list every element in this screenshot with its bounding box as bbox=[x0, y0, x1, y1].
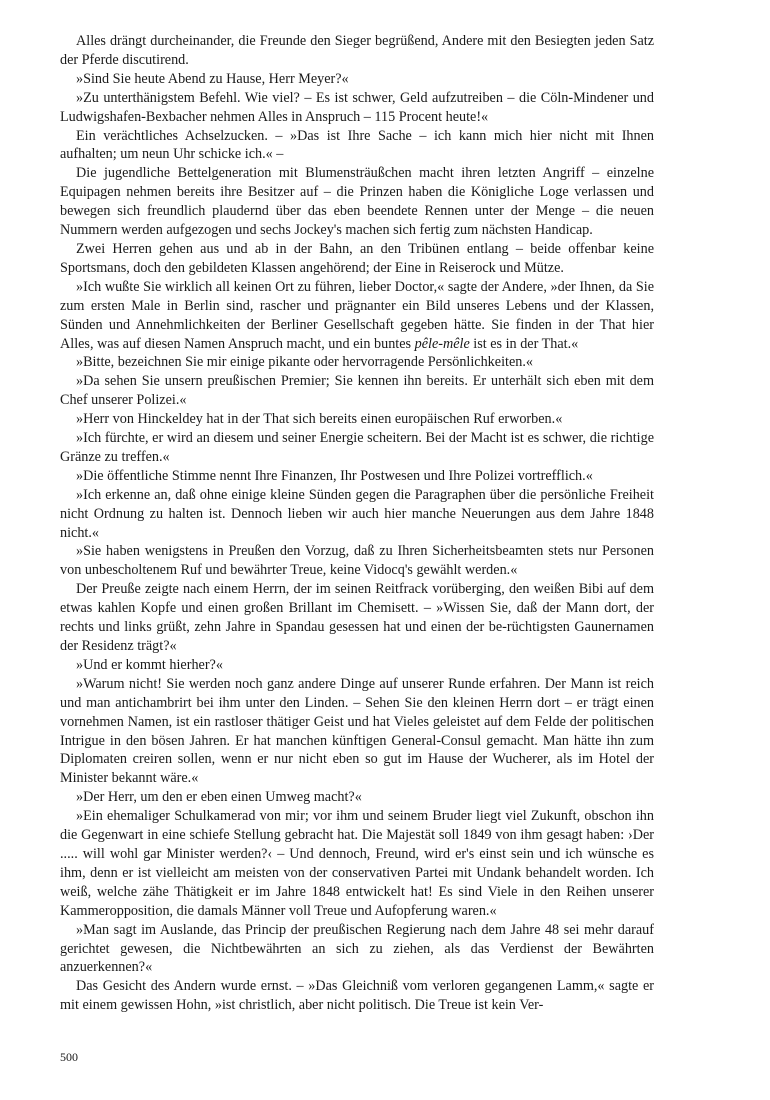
paragraph: »Sind Sie heute Abend zu Hause, Herr Meyer?« bbox=[76, 70, 349, 87]
paragraph-text: »Ich wußte Sie wirklich all keinen Ort zu führen, lieber Doctor,« sagte der Andere, »der Ihnen, da Sie zum ersten Male in Berlin sind, rascher und prägnanter ein Bild unseres Lebens und der Klassen, Sünden und Annehmlichkeiten der Berliner Gesellschaft gegeben hätte. Sie finden in der That hier Alles, was auf diesen Namen Anspruch macht, und ein buntes bbox=[60, 278, 654, 352]
paragraph-with-italic bbox=[60, 278, 654, 354]
paragraph: »Bitte, bezeichnen Sie mir einige pikante oder hervorragende Persönlichkeiten.« bbox=[76, 354, 533, 371]
paragraph: Das Gesicht des Andern wurde ernst. – »Das Gleichniß vom verloren gegangenen Lamm,« sagte er mit einem gewissen Hohn, »ist christlich, aber nicht politisch. Die Treue ist kein Ver- bbox=[60, 978, 654, 1014]
paragraph-text-end: ist es in der That.« bbox=[469, 335, 579, 352]
paragraph: »Ich fürchte, er wird an diesem und seiner Energie scheitern. Bei der Macht ist es schwer, die richtige Gränze zu treffen.« bbox=[60, 430, 654, 465]
paragraph: Ein verächtliches Achselzucken. – »Das ist Ihre Sache – ich kann mich hier nicht mit Ihnen aufhalten; um neun Uhr schicke ich.« – bbox=[60, 127, 654, 163]
paragraph: »Warum nicht! Sie werden noch ganz andere Dinge auf unserer Runde erfahren. Der Mann ist reich und man antichambrirt bei ihm unter den Linden. – Sehen Sie den kleinen Herrn dort – er trägt einen vornehmen Namen, ist ein rastloser thätiger Geist und hat Vieles geleistet auf dem Felde der politischen Intrigue in den bösen Jahren. Er hat manchen künftigen General-Consul gemacht. Man hätte ihn zum Diplomaten creiren sollen, wenn er nur nicht eben so gut im Hause der Wucherer, als im Hotel der Minister bekannt wäre.« bbox=[60, 675, 654, 787]
paragraph: »Der Herr, um den er eben einen Umweg macht?« bbox=[76, 789, 362, 806]
paragraph: »Herr von Hinckeldey hat in der That sich bereits einen europäischen Ruf erworben.« bbox=[76, 411, 563, 428]
paragraph: »Zu unterthänigstem Befehl. Wie viel? – Es ist schwer, Geld aufzutreiben – die Cöln-Mindener und Ludwigshafen-Bexbacher nehmen Alles in Anspruch – 115 Procent heute!« bbox=[60, 89, 654, 125]
paragraph: »Sie haben wenigstens in Preußen den Vorzug, daß zu Ihren Sicherheitsbeamten stets nur Personen von unbescholtenem Ruf und bewährter Treue, keine Vidocq's gewählt werden.« bbox=[60, 543, 654, 579]
paragraph: Zwei Herren gehen aus und ab in der Bahn, an den Tribünen entlang – beide offenbar keine Sportsmans, doch den gebildeten Klassen angehörend; der Eine in Reiserock und Mütze. bbox=[60, 240, 654, 276]
italic-phrase: pêle-mêle bbox=[414, 335, 470, 352]
paragraph: Die jugendliche Bettelgeneration mit Blumensträußchen macht ihren letzten Angriff – einzelne Equipagen nehmen bereits ihre Besitzer auf – die Prinzen haben die Königliche Loge verlassen und bewegen sich freundlich plaudernd über das eben beendete Rennen unter der Menge – die neuen Nummern werden aufgezogen und sechs Jockey's machen sich fertig zum nächsten Handicap. bbox=[60, 165, 654, 239]
paragraph: »Man sagt im Auslande, das Princip der preußischen Regierung nach dem Jahre 48 sei mehr darauf gerichtet gewesen, die Nichtbewährten an sich zu ziehen, als das Verdienst der Bewährten anzuerkennen?« bbox=[60, 921, 654, 976]
paragraph: »Ein ehemaliger Schulkamerad von mir; vor ihm und seinem Bruder liegt viel Zukunft, obschon ihn die Gegenwart in eine schiefe Stellung gebracht hat. Die Majestät soll 1849 von ihm gesagt haben: ›Der ..... will wohl gar Minister werden?‹ – Und dennoch, Freund, wird er's einst sein und ich wünsche es ihm, denn er ist vielleicht am meisten von der conservativen Partei mit Undank behandelt worden. Ich weiß, welche zähe Thätigkeit er im Jahre 1848 entwickelt hat! Es sind Viele in den Reihen unserer Kammeropposition, die damals Männer voll Treue und Aufopferung waren.« bbox=[60, 808, 654, 919]
paragraph: Der Preuße zeigte nach einem Herrn, der im seinen Reitfrack vorüberging, den weißen Bibi auf dem etwas kahlen Kopfe und einen großen Brillant im Chemisett. – »Wissen Sie, daß der Mann dort, der rechts und links grüßt, zehn Jahre in Spandau gesessen hat und einen der be-rüchtigsten Gaunernamen der Residenz trägt?« bbox=[60, 581, 654, 654]
paragraph: »Da sehen Sie unsern preußischen Premier; Sie kennen ihn bereits. Er unterhält sich eben mit dem Chef unserer Polizei.« bbox=[60, 373, 654, 409]
paragraph: »Die öffentliche Stimme nennt Ihre Finanzen, Ihr Postwesen und Ihre Polizei vortrefflich.« bbox=[76, 467, 593, 484]
paragraph: »Ich erkenne an, daß ohne einige kleine Sünden gegen die Paragraphen über die persönliche Freiheit nicht Ordnung zu halten ist. Dennoch lieben wir auch hier manche Neuerungen aus dem Jahre 1848 nicht.« bbox=[60, 486, 654, 541]
page-number: 500 bbox=[60, 1050, 78, 1064]
paragraph: Alles drängt durcheinander, die Freunde den Sieger begrüßend, Andere mit den Besiegten jeden Satz der Pferde discutirend. bbox=[60, 33, 654, 68]
page-body bbox=[60, 32, 654, 1015]
paragraph: »Und er kommt hierher?« bbox=[76, 656, 223, 673]
